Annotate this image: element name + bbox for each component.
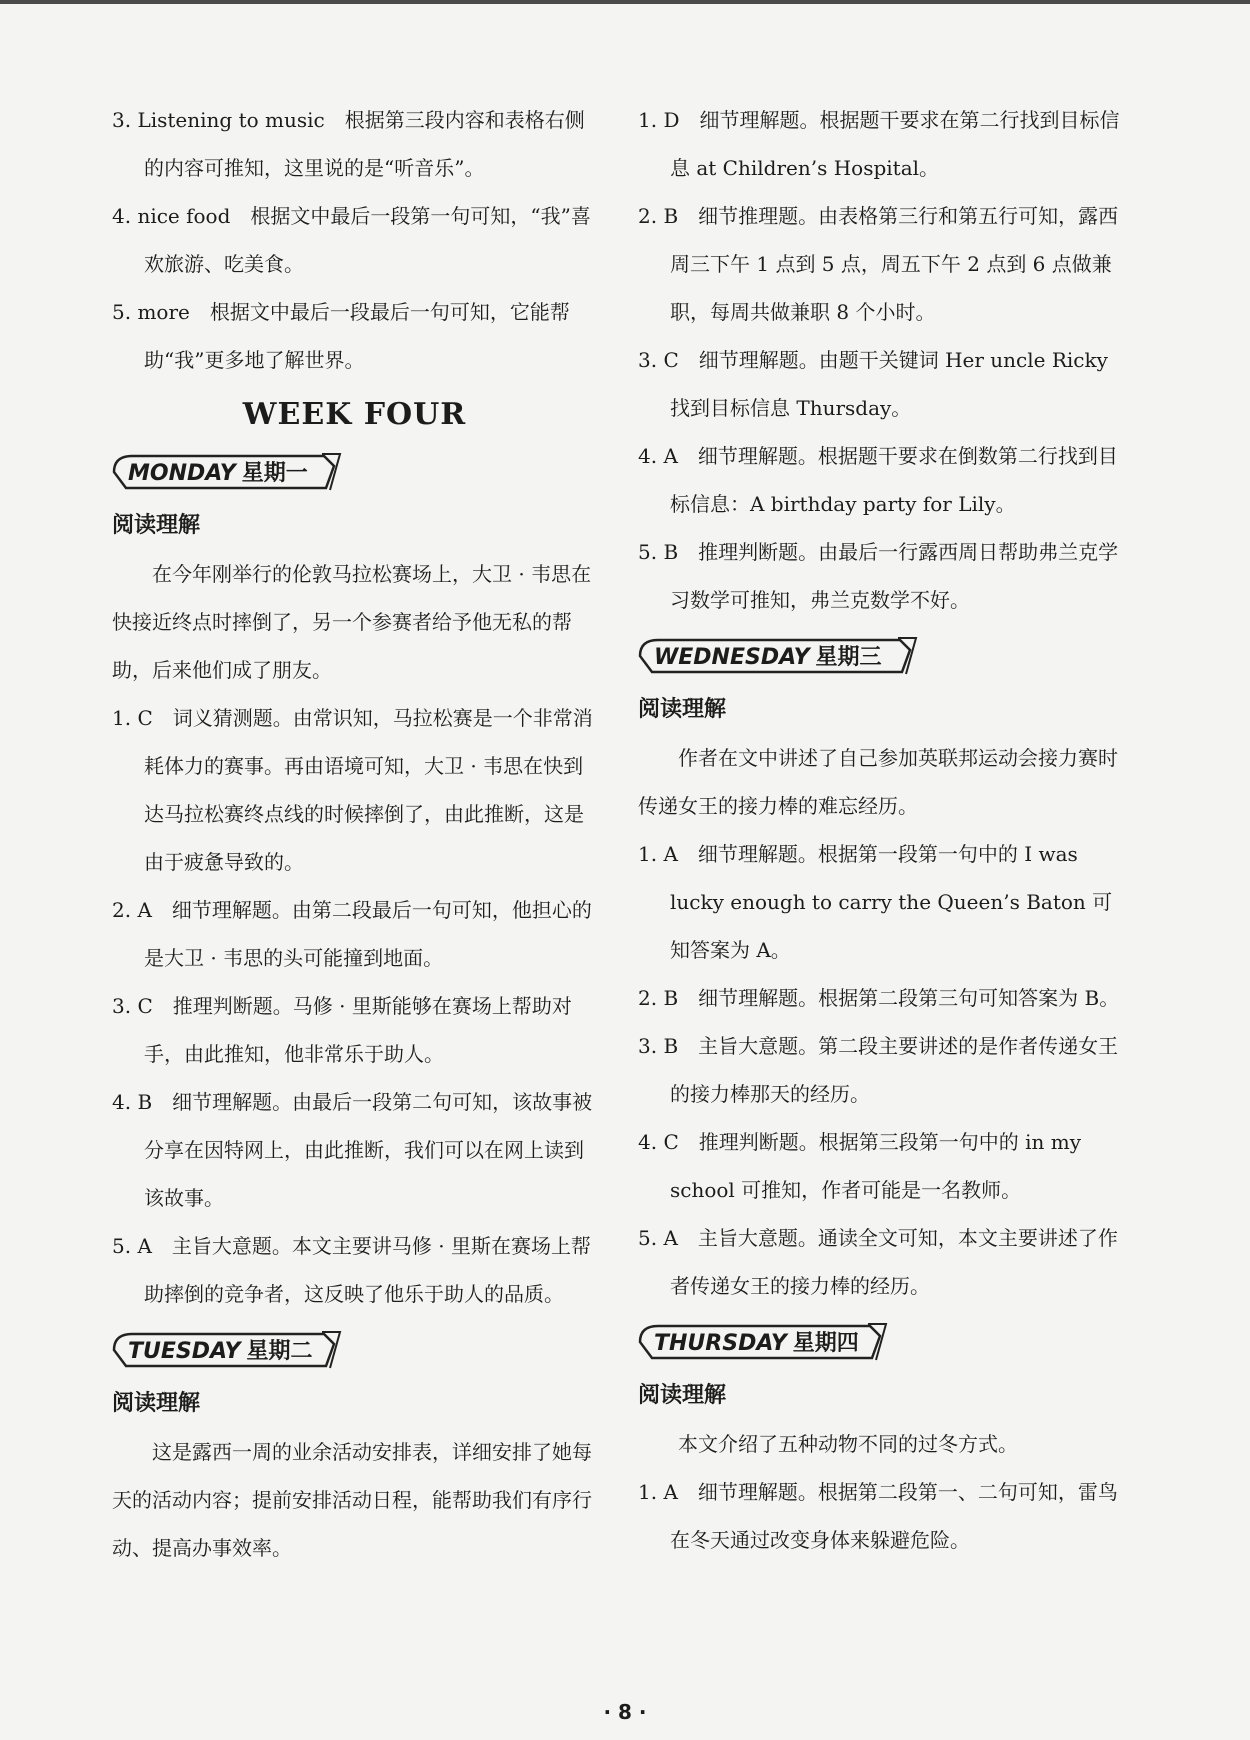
- day-en: WEDNESDAY: [654, 645, 810, 670]
- day-en: TUESDAY: [128, 1339, 241, 1364]
- day-cn: 星期三: [815, 645, 882, 670]
- answer-item: 3. C 推理判断题。马修 · 里斯能够在赛场上帮助对手，由此推知，他非常乐于助人。: [112, 994, 572, 1066]
- answer-item: 2. A 细节理解题。由第二段最后一句可知，他担心的是大卫 · 韦思的头可能撞到地面。: [112, 898, 592, 970]
- answer-item: 4. C 推理判断题。根据第三段第一句中的 in my school 可推知，作者可能是一名教师。: [638, 1130, 1081, 1202]
- day-banner-thursday: [638, 1318, 1123, 1366]
- answer-item: 5. A 主旨大意题。本文主要讲马修 · 里斯在赛场上帮助摔倒的竞争者，这反映了他乐于助人的品质。: [112, 1234, 591, 1306]
- answer-item: 2. B 细节推理题。由表格第三行和第五行可知，露西周三下午 1 点到 5 点，周五下午 2 点到 6 点做兼职，每周共做兼职 8 个小时。: [638, 204, 1119, 324]
- week-title: WEEK FOUR: [242, 397, 467, 432]
- answer-item: 5. A 主旨大意题。通读全文可知，本文主要讲述了作者传递女王的接力棒的经历。: [638, 1226, 1118, 1298]
- day-en: THURSDAY: [654, 1331, 787, 1356]
- day-cn: 星期一: [241, 461, 308, 486]
- day-banner-tuesday: [112, 1326, 597, 1374]
- top-border: [0, 0, 1250, 4]
- answer-item: 4. nice food 根据文中最后一段第一句可知，“我”喜欢旅游、吃美食。: [112, 204, 591, 276]
- answer-item: 1. A 细节理解题。根据第二段第一、二句可知，雷鸟在冬天通过改变身体来躲避危险。: [638, 1480, 1118, 1552]
- answer-item: 3. Listening to music 根据第三段内容和表格右侧的内容可推知，这里说的是“听音乐”。: [112, 108, 585, 180]
- answer-item: 2. B 细节理解题。根据第二段第三句可知答案为 B。: [638, 986, 1120, 1010]
- section-heading: 阅读理解: [112, 513, 201, 538]
- right-column: [638, 96, 1123, 1564]
- section-heading: 阅读理解: [638, 697, 727, 722]
- answer-item: 1. A 细节理解题。根据第一段第一句中的 I was lucky enough to carry the Queen’s Baton 可知答案为 A。: [638, 842, 1113, 962]
- section-heading: 阅读理解: [638, 1383, 727, 1408]
- answer-item: 5. B 推理判断题。由最后一行露西周日帮助弗兰克学习数学可推知，弗兰克数学不好。: [638, 540, 1119, 612]
- summary-paragraph: 本文介绍了五种动物不同的过冬方式。: [678, 1432, 1018, 1456]
- answer-item: 4. A 细节理解题。根据题干要求在倒数第二行找到目标信息：A birthday party for Lily。: [638, 444, 1118, 516]
- summary-paragraph: 在今年刚举行的伦敦马拉松赛场上，大卫 · 韦思在快接近终点时摔倒了，另一个参赛者给予他无私的帮助，后来他们成了朋友。: [112, 562, 592, 682]
- day-en: MONDAY: [128, 461, 236, 486]
- day-cn: 星期二: [246, 1339, 313, 1364]
- answer-item: 1. C 词义猜测题。由常识知，马拉松赛是一个非常消耗体力的赛事。再由语境可知，大卫 · 韦思在快到达马拉松赛终点线的时候摔倒了，由此推断，这是由于疲惫导致的。: [112, 706, 593, 874]
- summary-paragraph: 这是露西一周的业余活动安排表，详细安排了她每天的活动内容；提前安排活动日程，能帮助我们有序行动、提高办事效率。: [112, 1440, 592, 1560]
- answer-item: 5. more 根据文中最后一段最后一句可知，它能帮助“我”更多地了解世界。: [112, 300, 570, 372]
- day-banner-wednesday: [638, 632, 1123, 680]
- answer-item: 4. B 细节理解题。由最后一段第二句可知，该故事被分享在因特网上，由此推断，我们可以在网上读到该故事。: [112, 1090, 593, 1210]
- answer-item: 3. C 细节理解题。由题干关键词 Her uncle Ricky 找到目标信息 Thursday。: [638, 348, 1108, 420]
- day-banner-monday: [112, 448, 597, 496]
- section-heading: 阅读理解: [112, 1391, 201, 1416]
- page-number: · 8 ·: [603, 1700, 647, 1724]
- answer-item: 1. D 细节理解题。根据题干要求在第二行找到目标信息 at Children’s Hospital。: [638, 108, 1120, 180]
- day-cn: 星期四: [792, 1331, 859, 1356]
- summary-paragraph: 作者在文中讲述了自己参加英联邦运动会接力赛时传递女王的接力棒的难忘经历。: [638, 746, 1118, 818]
- answer-item: 3. B 主旨大意题。第二段主要讲述的是作者传递女王的接力棒那天的经历。: [638, 1034, 1119, 1106]
- left-column: [112, 96, 597, 1572]
